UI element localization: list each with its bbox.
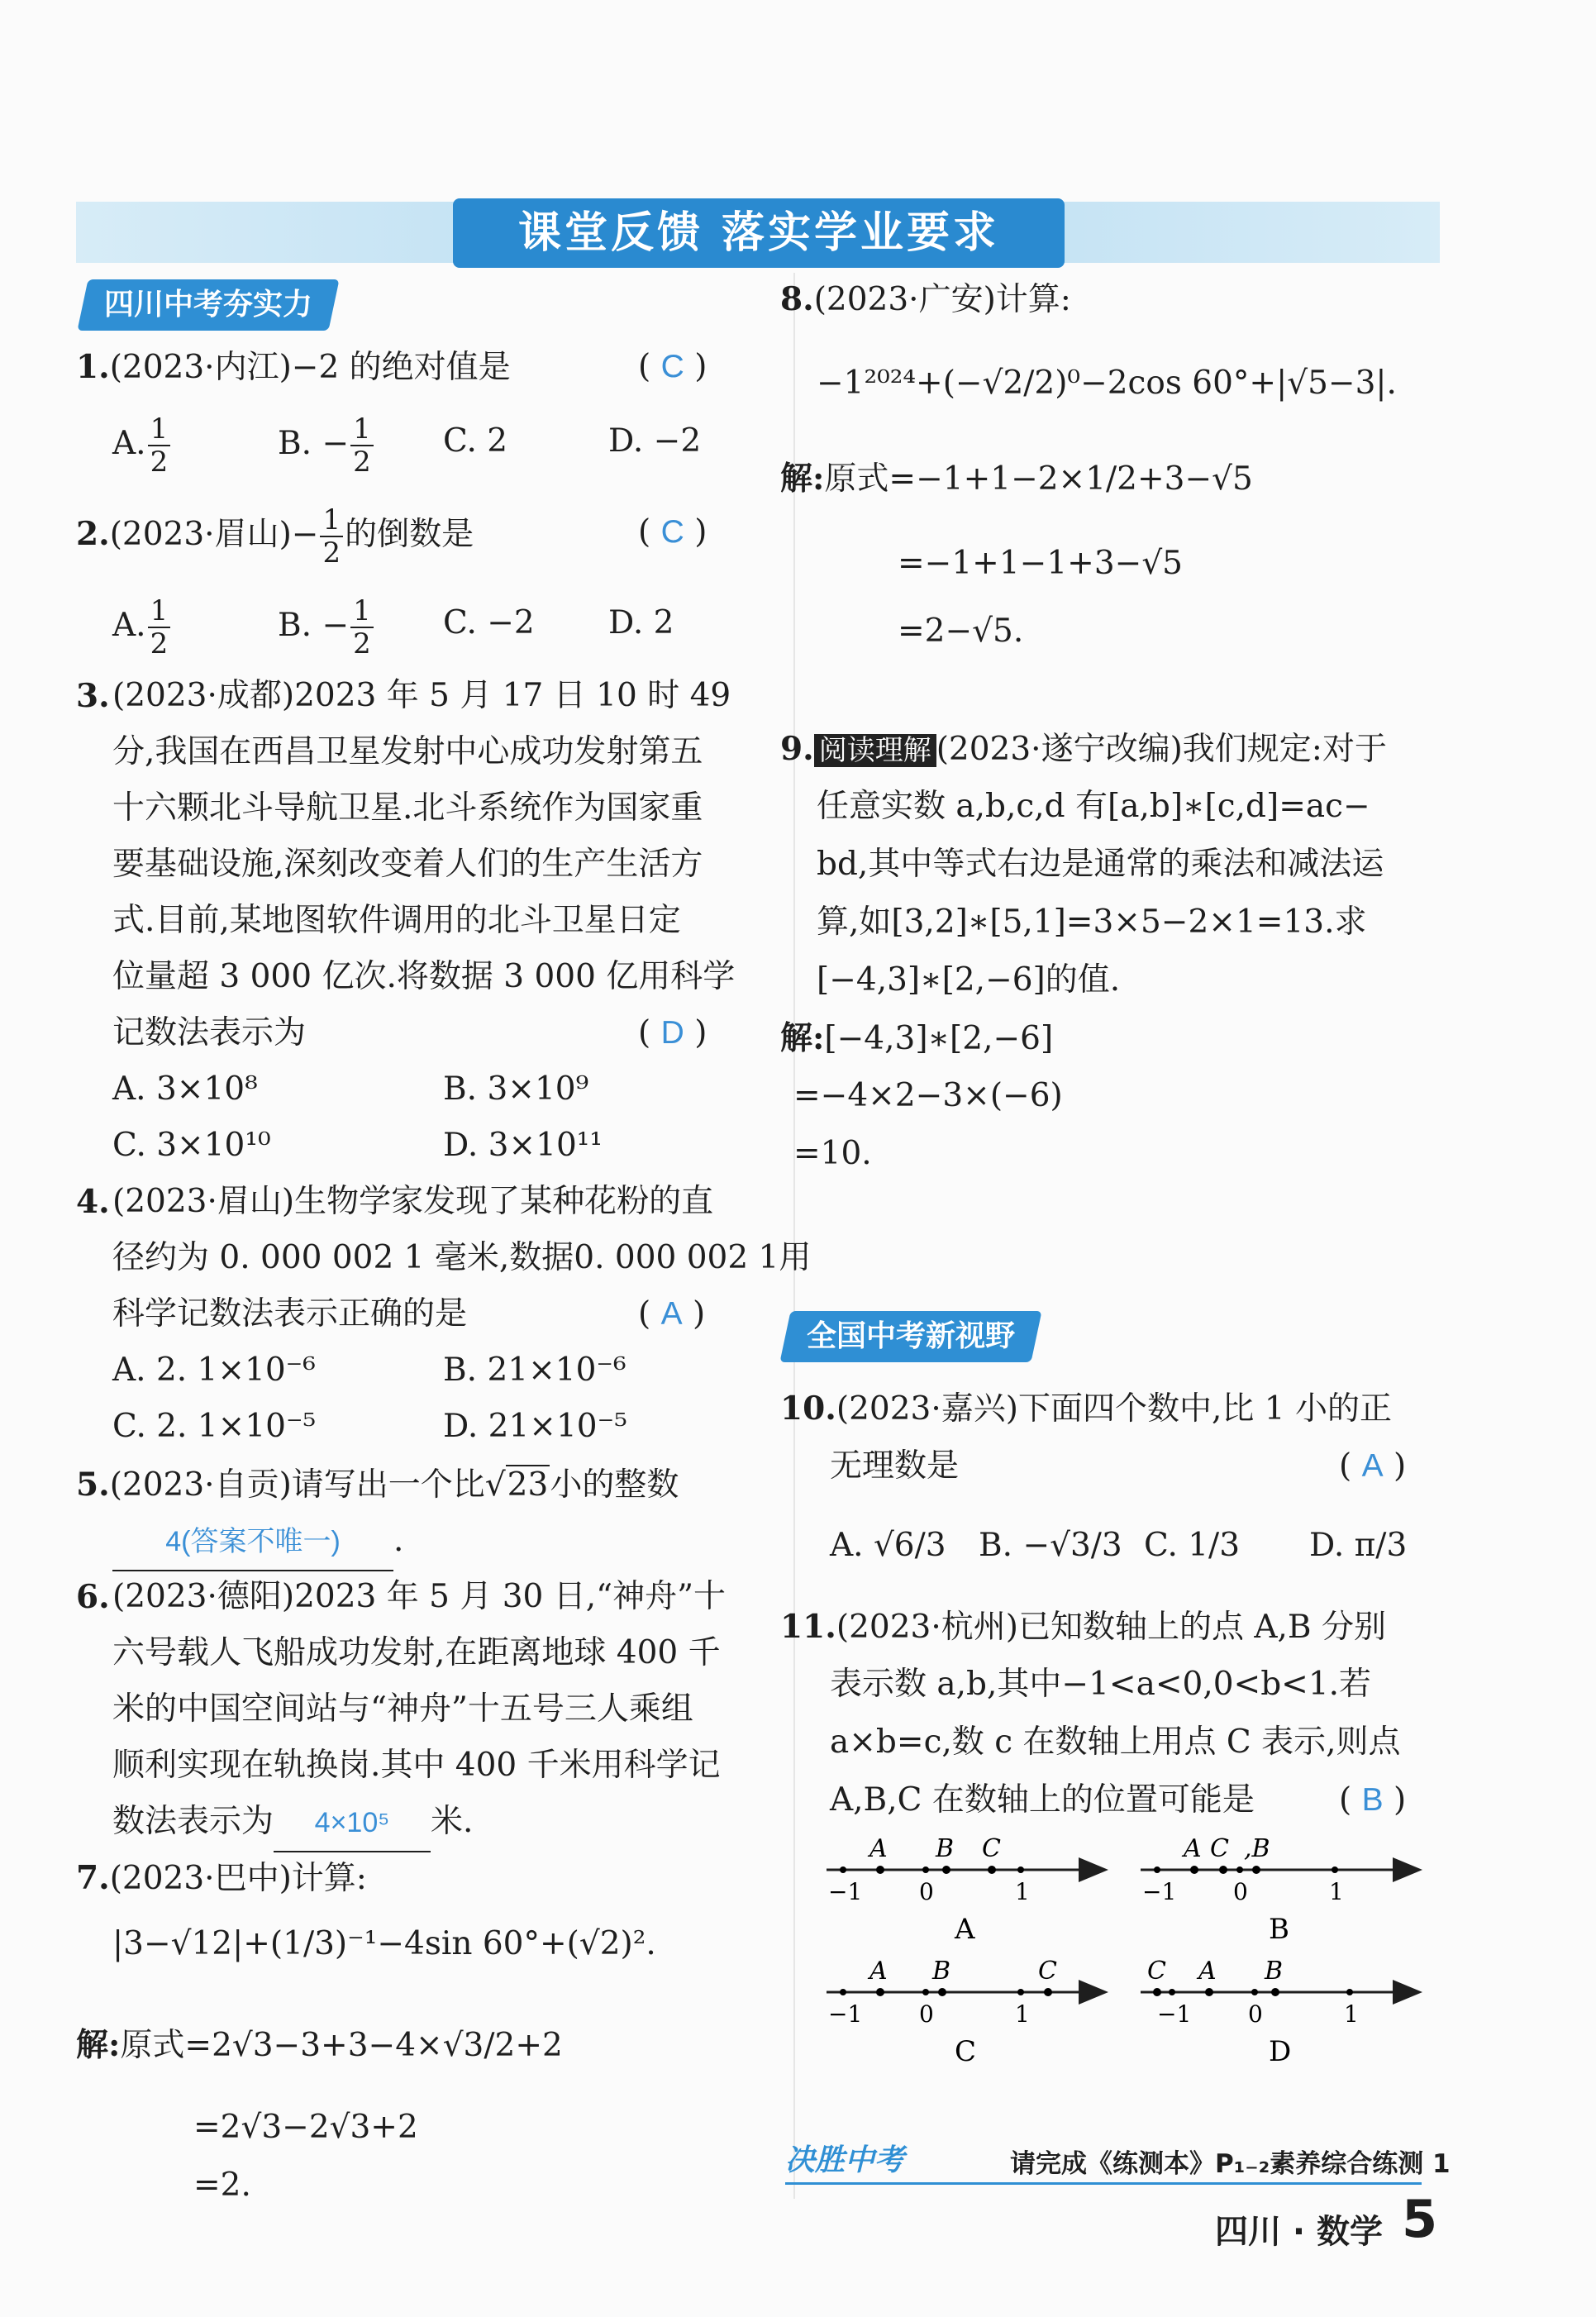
question-4-answer: ( A ) [638,1295,706,1333]
svg-text:−1: −1 [1142,1878,1177,1905]
question-5-stem: 5.(2023·自贡)请写出一个比√23小的整数 [76,1466,679,1504]
question-4-line: 径约为 0. 000 002 1 毫米,数据0. 000 002 1用 [112,1239,812,1276]
question-9-line: [−4,3]∗[2,−6]的值. [817,961,1121,999]
question-3-line: (2023·成都)2023 年 5 月 17 日 10 时 49 [112,677,731,714]
question-9-first-line: 9. 阅读理解 (2023·遂宁改编)我们规定:对于 [780,730,1387,768]
question-4-option-b: B. 21×10⁻⁶ [443,1352,626,1389]
question-4-number: 4. [76,1183,110,1221]
question-6-line: 顺利实现在轨换岗.其中 400 千米用科学记 [112,1747,721,1784]
svg-text:0: 0 [919,2000,934,2028]
svg-text:1: 1 [1329,1878,1344,1905]
question-1-option-d: D. −2 [608,422,702,460]
svg-text:A: A [869,1834,888,1863]
question-11-line: a×b=c,数 c 在数轴上用点 C 表示,则点 [830,1723,1401,1761]
question-2-stem: 2.(2023·眉山)− $\frac{1}{2}$ 的倒数是 [76,503,474,570]
svg-text:B: B [936,1834,955,1863]
svg-text:A: A [1198,1957,1217,1986]
question-3-line: 要基础设施,深刻改变着人们的生产生活方 [112,846,703,883]
question-6-last-line: 数法表示为 4×10⁵ 米. [112,1794,473,1852]
question-8-solution: 解:原式=−1+1−2×1/2+3−√5 [780,460,1253,498]
number-line-label-a: A [955,1913,975,1946]
question-3-line: 位量超 3 000 亿次.将数据 3 000 亿用科学 [112,958,736,995]
question-2-option-b: B. − $\frac{1}{2}$ [278,595,375,660]
question-2-option-d: D. 2 [608,604,674,641]
question-3-line: 记数法表示为 [112,1014,307,1051]
question-3-line: 式.目前,某地图软件调用的北斗卫星日定 [112,902,681,939]
question-2-option-c: C. −2 [443,604,535,641]
question-6-line: 米的中国空间站与“神舟”十五号三人乘组 [112,1690,693,1728]
question-7-step: =2√3−2√3+2 [193,2109,418,2146]
question-4-line: (2023·眉山)生物学家发现了某种花粉的直 [112,1183,714,1220]
svg-text:A: A [1184,1834,1202,1863]
question-2-answer: ( C ) [638,513,707,551]
number-line-label-c: C [955,2035,977,2068]
number-line-option-b [1141,1834,1417,1946]
number-line-label-d: D [1269,2035,1292,2068]
section-tag-national: 全国中考新视野 [779,1311,1041,1362]
question-7-expression: |3−√12|+(1/3)⁻¹−4sin 60°+(√2)². [112,1925,656,1962]
svg-text:C: C [1147,1957,1166,1986]
svg-text:,B: ,B [1244,1834,1270,1863]
question-10-option-a: A. √6/3 [830,1527,946,1564]
footer-rule [785,2182,1422,2185]
question-3-option-d: D. 3×10¹¹ [443,1127,603,1164]
reading-comprehension-tag: 阅读理解 [814,734,936,767]
question-3-option-a: A. 3×10⁸ [112,1070,258,1108]
section-tag-sichuan: 四川中考夯实力 [77,279,339,331]
question-8-step: =2−√5. [898,613,1024,650]
banner-title: 课堂反馈 落实学业要求 [453,198,1065,268]
question-3-line: 十六颗北斗导航卫星.北斗系统作为国家重 [112,789,703,827]
page-number: 5 [1402,2189,1438,2249]
question-8-stem: 8.(2023·广安)计算: [780,280,1071,318]
svg-text:C: C [1038,1957,1057,1986]
question-3-option-c: C. 3×10¹⁰ [112,1127,271,1164]
svg-text:0: 0 [919,1878,934,1905]
question-1-option-a: A. $\frac{1}{2}$ [112,413,172,478]
question-10-option-b: B. −√3/3 [979,1527,1122,1564]
question-7-step: =2. [193,2167,251,2204]
question-1-answer: ( C ) [638,348,707,385]
footer-exercise-note: 请完成《练测本》P₁₋₂素养综合练测 1 [1010,2149,1451,2179]
question-3-answer: ( D ) [638,1014,707,1051]
number-line-option-a [827,1834,1103,1946]
question-11-answer: ( B ) [1339,1781,1407,1819]
number-line-option-c [827,1957,1103,2068]
question-7-stem: 7.(2023·巴中)计算: [76,1859,367,1897]
question-9-line: bd,其中等式右边是通常的乘法和减法运 [817,846,1384,883]
question-4-option-c: C. 2. 1×10⁻⁵ [112,1408,317,1445]
question-11-line: A,B,C 在数轴上的位置可能是 [830,1781,1255,1819]
question-10-first-line: 10.(2023·嘉兴)下面四个数中,比 1 小的正 [780,1390,1392,1428]
footer-logo: 决胜中考 [785,2143,905,2177]
svg-text:−1: −1 [828,2000,863,2028]
svg-text:1: 1 [1015,2000,1030,2028]
question-10-option-c: C. 1/3 [1144,1527,1241,1564]
question-4-option-d: D. 21×10⁻⁵ [443,1408,627,1445]
page-subject-label: 四川 · 数学 [1215,2213,1384,2251]
svg-text:−1: −1 [1157,2000,1192,2028]
number-line-options [818,1827,1446,2075]
number-line-option-d [1141,1957,1417,2068]
question-3-number: 3. [76,677,110,715]
question-7-solution: 解:原式=2√3−3+3−4×√3/2+2 [76,2026,563,2064]
question-11-line: 表示数 a,b,其中−1<a<0,0<b<1.若 [830,1666,1372,1703]
question-6-line: (2023·德阳)2023 年 5 月 30 日,“神舟”十 [112,1578,727,1615]
question-3-line: 分,我国在西昌卫星发射中心成功发射第五 [112,733,703,770]
question-4-option-a: A. 2. 1×10⁻⁶ [112,1352,316,1389]
question-9-line: 算,如[3,2]∗[5,1]=3×5−2×1=13.求 [817,903,1367,941]
svg-text:B: B [932,1957,951,1986]
number-line-label-b: B [1269,1913,1289,1946]
svg-text:1: 1 [1344,2000,1359,2028]
question-4-line: 科学记数法表示正确的是 [112,1295,468,1333]
svg-text:C: C [982,1834,1001,1863]
question-9-solution: 解:[−4,3]∗[2,−6] [780,1019,1054,1057]
question-5-blank: 4(答案不唯一) . [112,1513,403,1571]
svg-text:0: 0 [1233,1878,1248,1905]
question-10-line: 无理数是 [830,1447,960,1485]
question-1-option-c: C. 2 [443,422,508,460]
question-1-option-b: B. − $\frac{1}{2}$ [278,413,375,478]
question-6-number: 6. [76,1578,110,1616]
question-10-option-d: D. π/3 [1309,1527,1408,1564]
question-8-step: =−1+1−1+3−√5 [898,545,1183,582]
question-10-answer: ( A ) [1339,1447,1407,1485]
svg-text:0: 0 [1248,2000,1263,2028]
question-11-first-line: 11.(2023·杭州)已知数轴上的点 A,B 分别 [780,1608,1386,1646]
question-6-line: 六号载人飞船成功发射,在距离地球 400 千 [112,1634,721,1671]
question-8-expression: −1²⁰²⁴+(−√2/2)⁰−2cos 60°+|√5−3|. [817,365,1397,402]
question-9-step: =−4×2−3×(−6) [793,1077,1063,1114]
svg-text:C: C [1210,1834,1229,1863]
svg-text:−1: −1 [828,1878,863,1905]
question-9-line: 任意实数 a,b,c,d 有[a,b]∗[c,d]=ac− [817,788,1370,825]
svg-text:A: A [869,1957,888,1986]
svg-text:1: 1 [1015,1878,1030,1905]
question-2-option-a: A. $\frac{1}{2}$ [112,595,172,660]
question-3-option-b: B. 3×10⁹ [443,1070,589,1108]
question-1-stem: 1.(2023·内江)−2 的绝对值是 [76,348,511,386]
svg-text:B: B [1265,1957,1284,1986]
question-9-step: =10. [793,1135,872,1172]
